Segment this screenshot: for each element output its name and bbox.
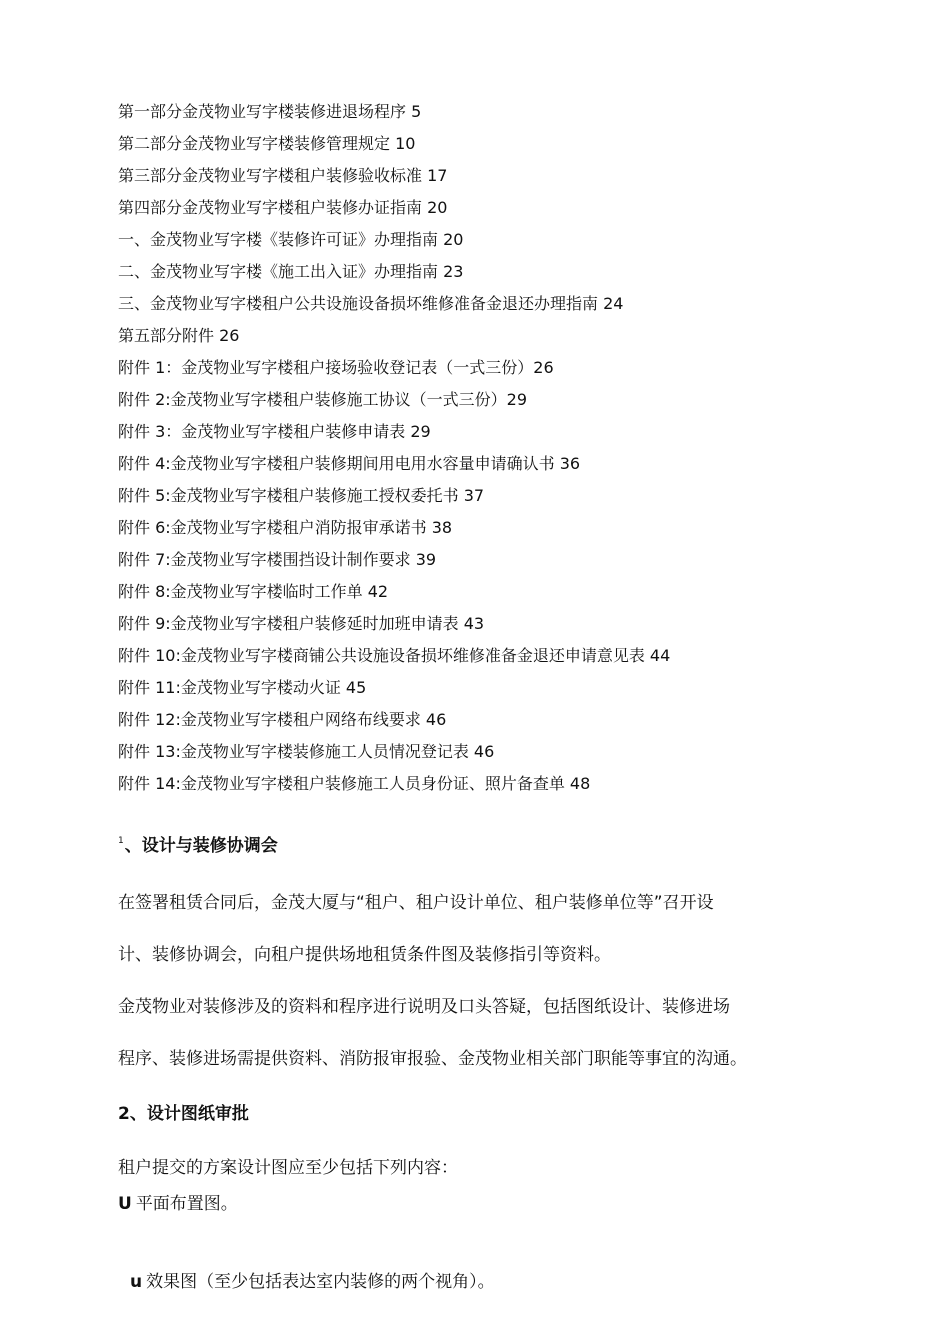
list-item <box>118 1189 838 1219</box>
toc-item: 附件 3：金茂物业写字楼租户装修申请表 29 <box>118 422 431 441</box>
document-page <box>118 96 838 1297</box>
toc-item: 三、金茂物业写字楼租户公共设施设备损坏维修准备金退还办理指南 24 <box>118 294 624 313</box>
table-of-contents <box>118 96 838 800</box>
paragraph-line: 程序、装修进场需提供资料、消防报审报验、金茂物业相关部门职能等事宜的沟通。 <box>118 1049 747 1069</box>
toc-item: 附件 4:金茂物业写字楼租户装修期间用电用水容量申请确认书 36 <box>118 454 581 473</box>
toc-item: 第五部分附件 26 <box>118 326 240 345</box>
list-item <box>118 1267 838 1297</box>
list-item-text: 效果图（至少包括表达室内装修的两个视角）。 <box>146 1272 495 1292</box>
toc-item: 附件 9:金茂物业写字楼租户装修延时加班申请表 43 <box>118 614 485 633</box>
toc-item: 第一部分金茂物业写字楼装修进退场程序 5 <box>118 102 422 121</box>
toc-item: 第四部分金茂物业写字楼租户装修办证指南 20 <box>118 198 448 217</box>
toc-item: 一、金茂物业写字楼《装修许可证》办理指南 20 <box>118 230 464 249</box>
toc-item: 附件 8:金茂物业写字楼临时工作单 42 <box>118 582 389 601</box>
section-heading-drawing-approval: 2、设计图纸审批 <box>118 1104 249 1124</box>
toc-item: 附件 6:金茂物业写字楼租户消防报审承诺书 38 <box>118 518 453 537</box>
section-heading-text: 、设计与装修协调会 <box>124 836 278 856</box>
section-heading-design-meeting <box>118 826 838 861</box>
toc-item: 附件 12:金茂物业写字楼租户网络布线要求 46 <box>118 710 447 729</box>
toc-item: 附件 5:金茂物业写字楼租户装修施工授权委托书 37 <box>118 486 485 505</box>
bullet-marker: U <box>118 1194 132 1214</box>
paragraph-line: 计、装修协调会，向租户提供场地租赁条件图及装修指引等资料。 <box>118 945 611 965</box>
toc-item: 附件 1：金茂物业写字楼租户接场验收登记表（一式三份）26 <box>118 358 554 377</box>
paragraph-intro: 租户提交的方案设计图应至少包括下列内容： <box>118 1158 458 1178</box>
toc-item: 第三部分金茂物业写字楼租户装修验收标准 17 <box>118 166 448 185</box>
bullet-marker: u <box>130 1272 143 1292</box>
toc-item: 附件 7:金茂物业写字楼围挡设计制作要求 39 <box>118 550 437 569</box>
toc-item: 二、金茂物业写字楼《施工出入证》办理指南 23 <box>118 262 464 281</box>
toc-item: 附件 11:金茂物业写字楼动火证 45 <box>118 678 367 697</box>
paragraph-line: 在签署租赁合同后，金茂大厦与“租户、租户设计单位、租户装修单位等”召开设 <box>118 893 714 913</box>
toc-item: 附件 10:金茂物业写字楼商铺公共设施设备损坏维修准备金退还申请意见表 44 <box>118 646 671 665</box>
paragraph-line: 金茂物业对装修涉及的资料和程序进行说明及口头答疑，包括图纸设计、装修进场 <box>118 997 730 1017</box>
list-item-text: 平面布置图。 <box>135 1194 238 1214</box>
toc-item: 附件 14:金茂物业写字楼租户装修施工人员身份证、照片备查单 48 <box>118 774 591 793</box>
toc-item: 附件 2:金茂物业写字楼租户装修施工协议（一式三份）29 <box>118 390 528 409</box>
toc-item: 附件 13:金茂物业写字楼装修施工人员情况登记表 46 <box>118 742 495 761</box>
toc-item: 第二部分金茂物业写字楼装修管理规定 10 <box>118 134 416 153</box>
footnote-marker: 1 <box>118 836 124 846</box>
